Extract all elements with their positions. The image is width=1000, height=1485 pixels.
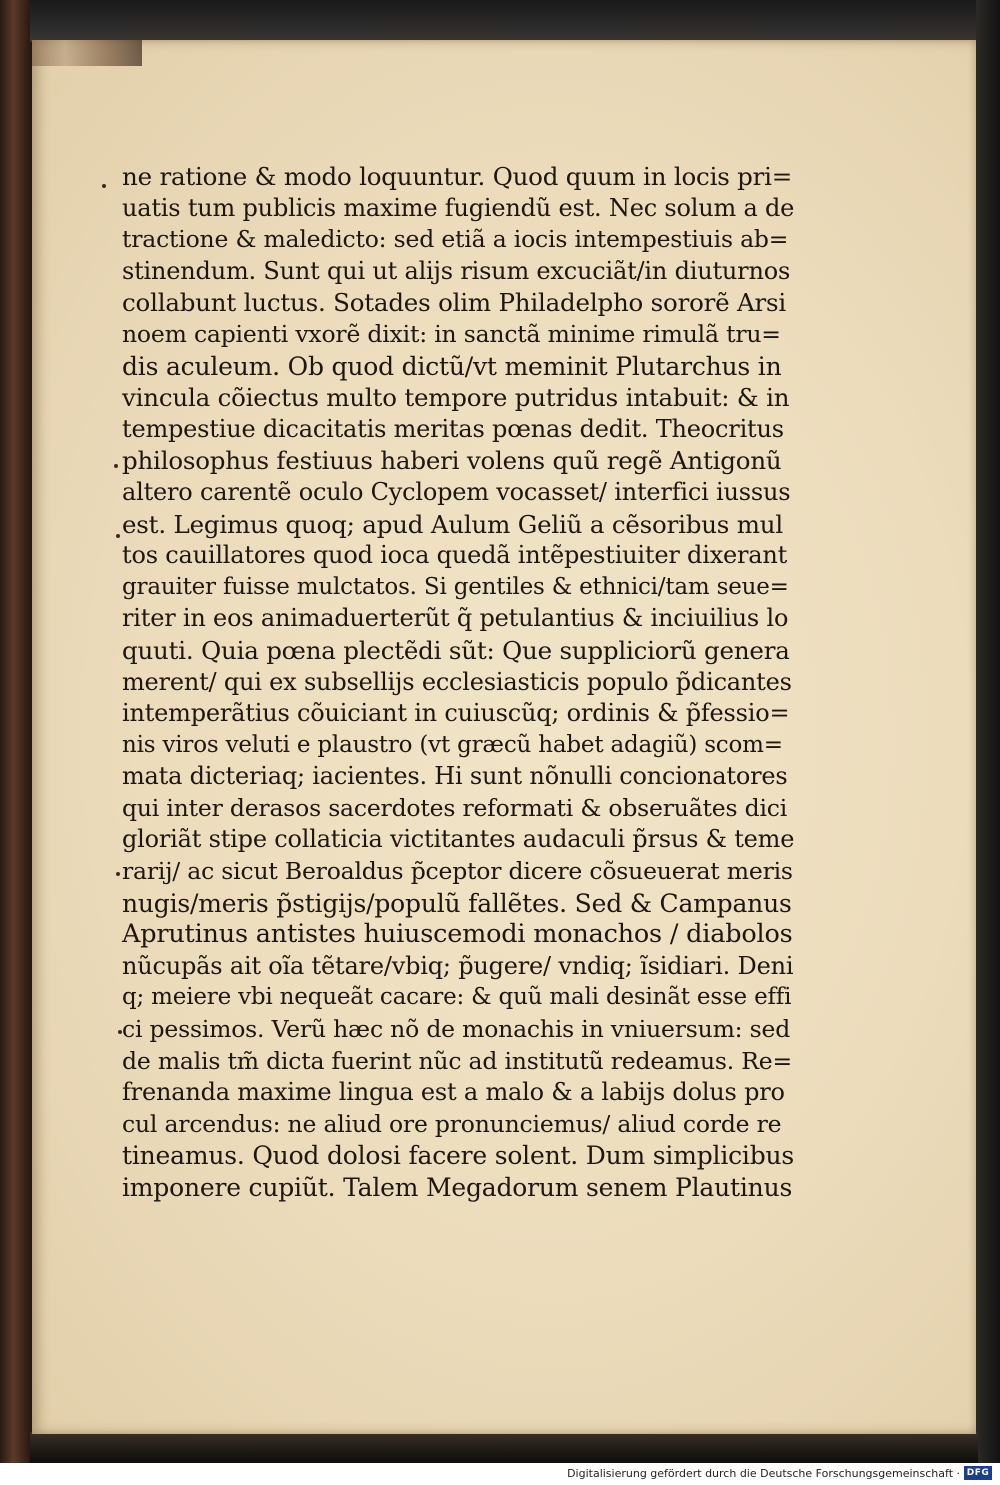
page-right-edge bbox=[976, 0, 1000, 1463]
margin-mark bbox=[116, 872, 120, 876]
text-line: tempestiue dicacitatis meritas pœnas dedit. Theocritus bbox=[122, 414, 784, 443]
text-line: riter in eos animaduerterũt q̃ petulantius & inciuilius lo bbox=[122, 604, 789, 633]
text-line: merent/ qui ex subsellijs ecclesiasticis populo p̃dicantes bbox=[122, 667, 792, 696]
text-line: Aprutinus antistes huiuscemodi monachos / diabolos bbox=[122, 919, 793, 950]
text-line: tos cauillatores quod ioca quedã intẽpestiuiter dixerant bbox=[122, 541, 788, 570]
page-top-edge bbox=[30, 0, 978, 42]
text-line: stinendum. Sunt qui ut alijs risum excuciãt/in diuturnos bbox=[122, 256, 791, 285]
text-line: de malis tm̃ dicta fuerint nũc ad institutũ redeamus. Re= bbox=[122, 1046, 792, 1075]
text-line: qui inter derasos sacerdotes reformati & obseruãtes dici bbox=[122, 793, 788, 822]
text-line: gloriãt stipe collaticia victitantes audaculi p̃rsus & teme bbox=[122, 825, 795, 854]
text-line: grauiter fuisse mulctatos. Si gentiles & ethnici/tam seue= bbox=[122, 573, 789, 600]
text-line: intemperãtius cõuiciant in cuiuscũq; ordinis & p̃fessio= bbox=[122, 699, 790, 728]
text-line: est. Legimus quoq; apud Aulum Geliũ a cẽsoribus mul bbox=[122, 509, 784, 539]
text-line: collabunt luctus. Sotades olim Philadelpho sororẽ Arsi bbox=[122, 288, 787, 318]
text-line: ci pessimos. Verũ hæc nõ de monachis in vniuersum: sed bbox=[122, 1015, 791, 1044]
margin-mark bbox=[116, 534, 120, 538]
digitization-footer bbox=[0, 1463, 1000, 1485]
text-line: tineamus. Quod dolosi facere solent. Dum simplicibus bbox=[122, 1141, 795, 1171]
text-line: imponere cupiũt. Talem Megadorum senem Plautinus bbox=[122, 1173, 793, 1202]
corner-stain bbox=[32, 40, 142, 66]
text-line: dis aculeum. Ob quod dictũ/vt meminit Plutarchus in bbox=[122, 351, 782, 381]
text-line: nugis/meris p̃stigijs/populũ fallẽtes. Sed & Campanus bbox=[122, 888, 792, 918]
page-bottom-edge bbox=[30, 1432, 978, 1463]
text-line: ne ratione & modo loquuntur. Quod quum in locis pri= bbox=[122, 162, 793, 191]
text-line: philosophus festiuus haberi volens quũ regẽ Antigonũ bbox=[122, 446, 782, 476]
text-line: nũcupãs ait oĩa tẽtare/vbiq; p̃ugere/ vndiq; ĩsidiari. Deni bbox=[122, 951, 794, 980]
text-line: quuti. Quia pœna plectẽdi sũt: Que suppliciorũ genera bbox=[122, 635, 790, 665]
margin-mark bbox=[102, 184, 106, 188]
dfg-logo: DFG bbox=[964, 1466, 992, 1480]
text-line: altero carentẽ oculo Cyclopem vocasset/ interfici iussus bbox=[122, 477, 791, 506]
text-line: q; meiere vbi nequeãt cacare: & quũ mali desinãt esse effi bbox=[122, 984, 792, 1011]
page-text-block bbox=[122, 161, 794, 1204]
funding-credit: Digitalisierung gefördert durch die Deutsche Forschungsgemeinschaft · bbox=[567, 1467, 960, 1480]
text-line: mata dicteriaq; iacientes. Hi sunt nõnulli concionatores bbox=[122, 762, 788, 791]
text-line: uatis tum publicis maxime fugiendũ est. Nec solum a de bbox=[122, 193, 795, 222]
text-line: frenanda maxime lingua est a malo & a labijs dolus pro bbox=[122, 1078, 785, 1107]
margin-mark bbox=[114, 464, 118, 468]
book-binding-edge bbox=[0, 0, 34, 1463]
text-line: vincula cõiectus multo tempore putridus intabuit: & in bbox=[122, 383, 790, 413]
text-line: noem capienti vxorẽ dixit: in sanctã minime rimulã tru= bbox=[122, 319, 781, 348]
text-line: tractione & maledicto: sed etiã a iocis intempestiuis ab= bbox=[122, 225, 789, 254]
text-line: rarij/ ac sicut Beroaldus p̃ceptor dicere cõsueuerat meris bbox=[122, 857, 793, 886]
text-line: cul arcendus: ne aliud ore pronunciemus/ aliud corde re bbox=[122, 1109, 782, 1138]
text-line: nis viros veluti e plaustro (vt græcũ habet adagiũ) scom= bbox=[122, 731, 783, 758]
